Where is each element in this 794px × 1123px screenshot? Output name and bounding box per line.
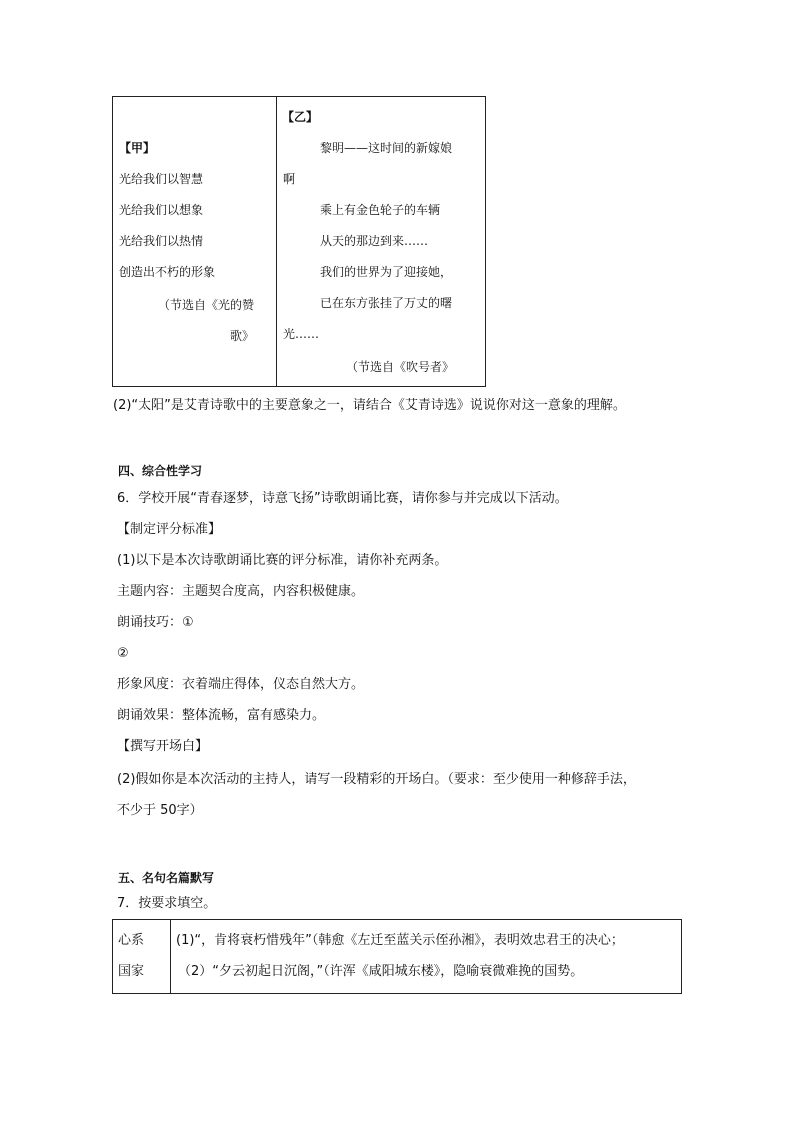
question-6-2: (2)假如你是本次活动的主持人，请写一段精彩的开场白。（要求：至少使用一种修辞手法， <box>117 772 636 787</box>
poem-yi-source: （节选自《吹号者》 <box>346 360 455 374</box>
poem-jia-source-cont: 歌》 <box>230 329 255 343</box>
poem-yi-line: 已在东方张挂了万丈的曙 <box>320 296 453 310</box>
poem-yi-line: 我们的世界为了迎接她， <box>320 265 453 279</box>
subsection-opening-title: 【撰写开场白】 <box>117 739 209 754</box>
table-divider <box>276 97 277 386</box>
table-label: 心系 <box>118 933 145 948</box>
poem-yi-line: 啊 <box>283 172 296 186</box>
poem-yi-line: 乘上有金色轮子的车辆 <box>320 203 441 217</box>
poem-yi-heading: 【乙】 <box>282 110 319 124</box>
poem-jia-line: 光给我们以想象 <box>119 203 204 217</box>
criteria-image: 形象风度：衣着端庄得体，仪态自然大方。 <box>117 677 365 692</box>
question-6: 6．学校开展“青春逐梦，诗意飞扬”诗歌朗诵比赛，请你参与并完成以下活动。 <box>117 491 568 506</box>
table-label-cont: 国家 <box>118 964 145 979</box>
poem-jia-source: （节选自《光的赞 <box>158 298 255 312</box>
poem-yi-line: 从天的那边到来…… <box>320 234 429 248</box>
poem-jia-heading: 【甲】 <box>119 141 156 155</box>
question-2: (2)“太阳”是艾青诗歌中的主要意象之一，请结合《艾青诗选》说说你对这一意象的理解。 <box>113 398 626 413</box>
poem-jia-line: 光给我们以智慧 <box>119 172 204 186</box>
criteria-blank-2: ② <box>117 646 129 661</box>
poem-jia-line: 创造出不朽的形象 <box>119 265 216 279</box>
poem-yi-line: 黎明——这时间的新嫁娘 <box>320 141 453 155</box>
fill-in-table <box>112 919 682 994</box>
poem-jia-line: 光给我们以热情 <box>119 234 204 248</box>
question-7: 7．按要求填空。 <box>117 896 217 911</box>
section-4-title: 四、综合性学习 <box>118 464 203 478</box>
question-6-1: (1)以下是本次诗歌朗诵比赛的评分标准，请你补充两条。 <box>117 553 448 568</box>
table-row-2: （2）“夕云初起日沉阁，”（许浑《咸阳城东楼》，隐喻衰微难挽的国势。 <box>178 964 584 979</box>
subsection-scoring-title: 【制定评分标准】 <box>117 522 222 537</box>
question-6-2-cont: 不少于 50字） <box>117 803 203 818</box>
criteria-effect: 朗诵效果：整体流畅，富有感染力。 <box>117 708 326 723</box>
section-5-title: 五、名句名篇默写 <box>118 871 215 885</box>
poem-yi-line: 光…… <box>283 327 320 341</box>
criteria-theme: 主题内容：主题契合度高，内容积极健康。 <box>117 584 365 599</box>
criteria-skill: 朗诵技巧：① <box>117 615 194 630</box>
table-row-1: (1)“，肯将衰朽惜残年”（韩愈《左迁至蓝关示侄孙湘》，表明效忠君王的决心； <box>176 933 624 948</box>
table-divider <box>170 920 171 993</box>
